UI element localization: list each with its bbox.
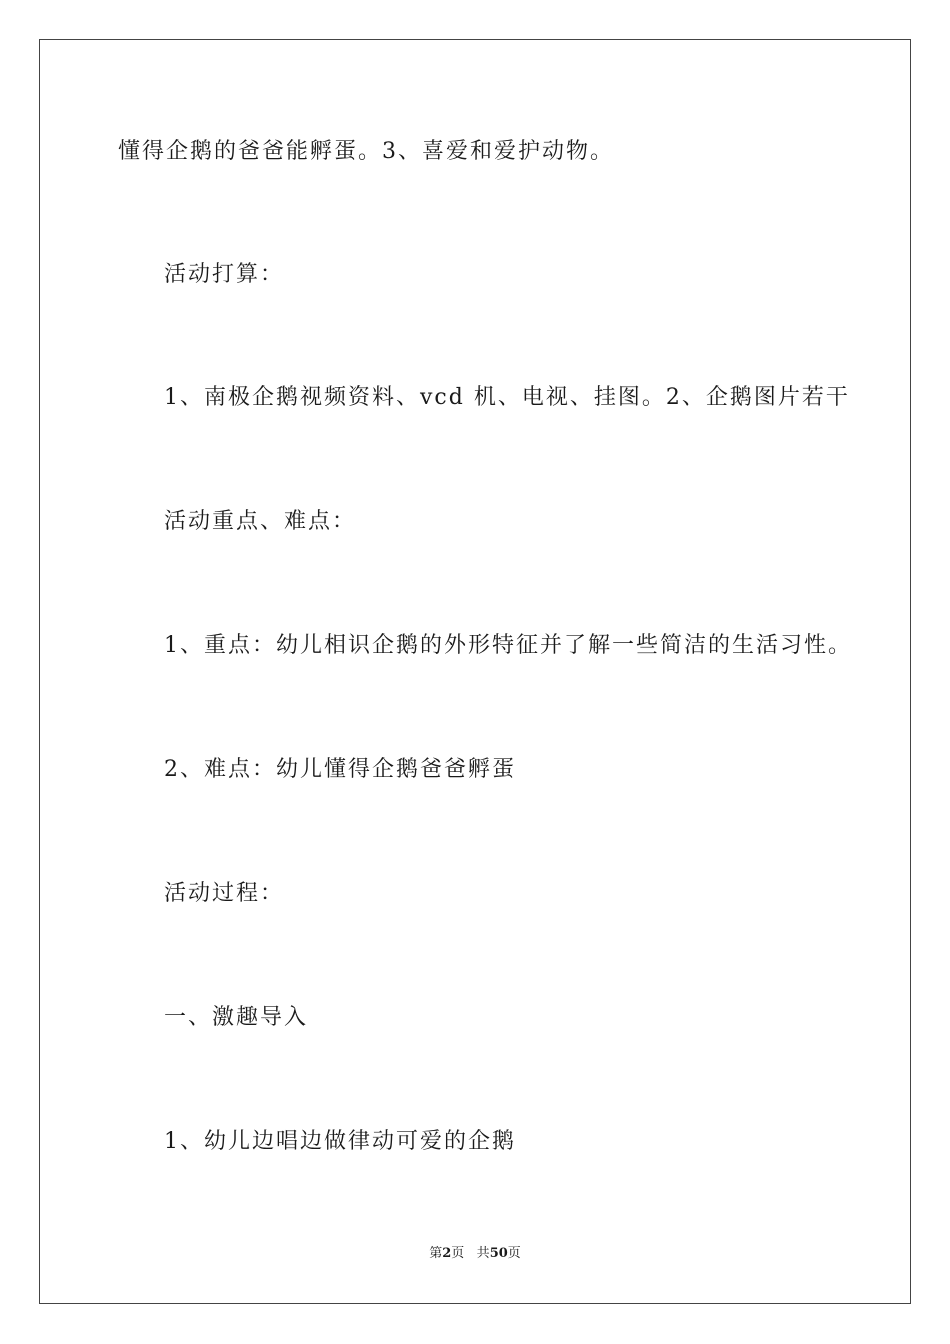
footer-total-prefix: 共 <box>476 1246 490 1261</box>
page-footer <box>0 1245 950 1263</box>
body-line-1: 懂得企鹅的爸爸能孵蛋。3、喜爱和爱护动物。 <box>118 139 614 164</box>
footer-current-page: 2 <box>442 1246 452 1261</box>
body-line-activity: 1、幼儿边唱边做律动可爱的企鹅 <box>164 1129 516 1154</box>
section-heading-key-points: 活动重点、难点： <box>164 509 357 534</box>
page-border <box>39 39 911 1304</box>
footer-total-pages: 50 <box>489 1246 508 1261</box>
footer-total-suffix: 页 <box>507 1246 521 1261</box>
body-line-materials: 1、南极企鹅视频资料、vcd 机、电视、挂图。2、企鹅图片若干 <box>164 385 850 410</box>
footer-prefix: 第 <box>429 1246 443 1261</box>
footer-page-suffix: 页 <box>451 1246 465 1261</box>
subsection-heading-intro: 一、激趣导入 <box>164 1005 309 1030</box>
section-heading-preparation: 活动打算： <box>164 262 285 287</box>
body-line-difficulty: 2、难点：幼儿懂得企鹅爸爸孵蛋 <box>164 757 516 782</box>
section-heading-process: 活动过程： <box>164 881 285 906</box>
body-line-key-point: 1、重点：幼儿相识企鹅的外形特征并了解一些简洁的生活习性。 <box>164 633 852 658</box>
